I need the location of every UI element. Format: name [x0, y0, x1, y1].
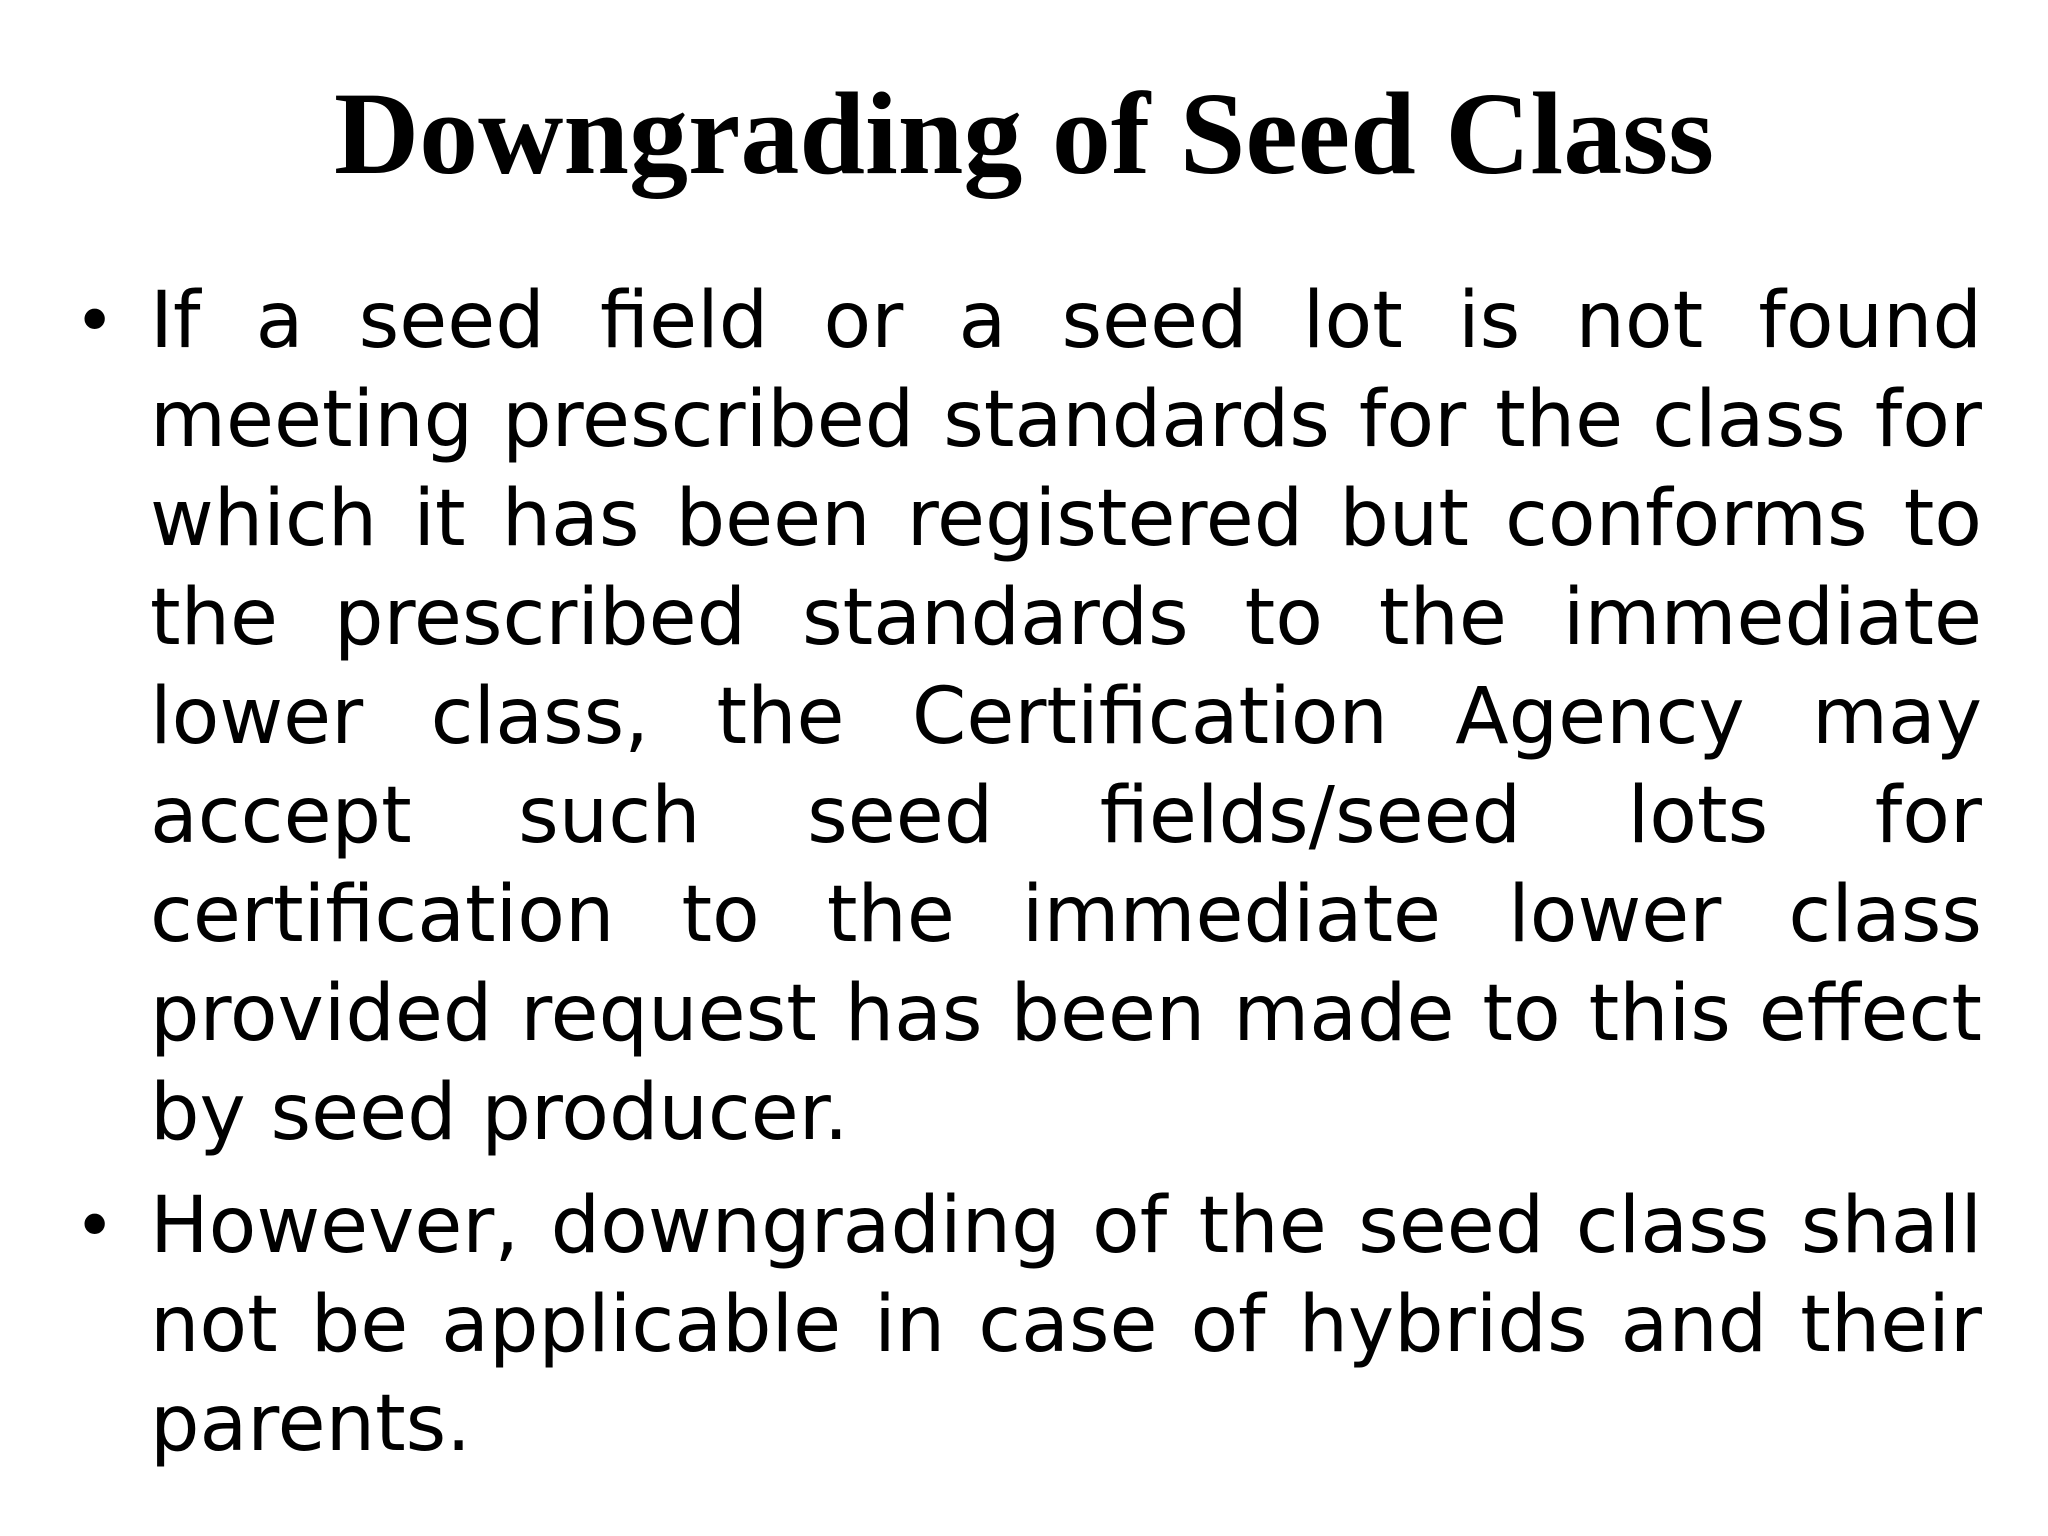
- bullet-list: [70, 272, 1982, 1488]
- bullet-text: However, downgrading of the seed class shall not be applicable in case of hybrids and their parents.: [150, 1181, 1982, 1469]
- bullet-point-icon: •: [74, 1185, 116, 1267]
- bullet-text: If a seed field or a seed lot is not found meeting prescribed standards for the class for which it has been registered but conforms to the prescribed standards to the immediate lower class, the Certification Agency may accept such seed fields/seed lots for certification to the immediate lower class provided request has been made to this effect by seed producer.: [150, 276, 1982, 1158]
- bullet-point-icon: •: [74, 280, 116, 362]
- slide-title: Downgrading of Seed Class: [333, 68, 1715, 199]
- bullet-item: [70, 272, 1982, 1163]
- bullet-item: [70, 1177, 1982, 1474]
